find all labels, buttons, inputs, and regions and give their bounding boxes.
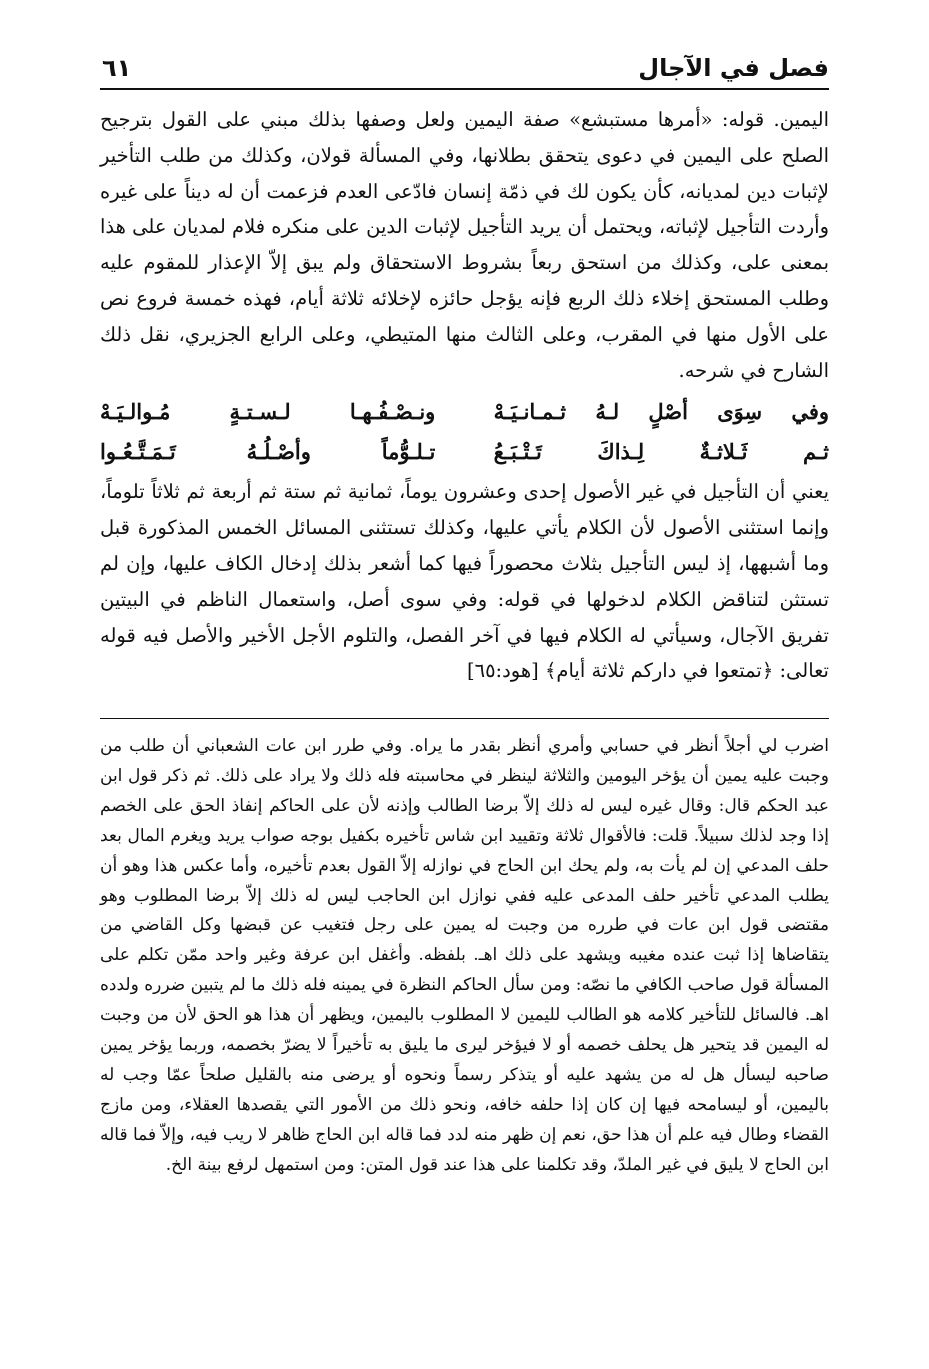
paragraph-1: اليمين. قوله: «أمرها مستبشع» صفة اليمين ولعل وصفها بذلك مبني على القول بترجيح الصلح على اليمين في دعوى يتحقق بطلانها، وفي المسألة قولان، وكذلك من طلب التأخير لإثبات دين لمديانه، كأن يكون لك في ذمّة إنسان فادّعى العدم فزعمت أن له ديناً على غيره وأردت التأجيل لإثباته، ويحتمل أن يريد التأجيل لإثبات الدين على منكره فلام لمديان على هذا بمعنى على، وكذلك من استحق ربعاً بشروط الاستحقاق ولم يبق إلاّ الإعذار للمقوم عليه وطلب المستحق إخلاء ذلك الربع فإنه يؤجل حائزه لإخلائه ثلاثة أيام، فهذه خمسة فروع نص على الأول منها في المقرب، وعلى الثالث منها المتيطي، وعلى الرابع الجزيري، نقل ذلك الشارح في شرحه. <box>100 108 829 382</box>
paragraph-2: يعني أن التأجيل في غير الأصول إحدى وعشرون يوماً، ثمانية ثم ستة ثم أربعة ثم ثلاثاً تلوماً، وإنما استثنى الأصول لأن الكلام يأتي عليها، وكذلك تستثنى المسائل الخمس المذكورة قبل وما أشبهها، إذ ليس التأجيل بثلاث محصوراً فيها كما أشعر بذلك إدخال الكاف عليها، وإن لم تستثن لتناقض الكلام لدخولها في قوله: وفي سوى أصل، واستعمال الناظم في البيتين تفريق الآجال، وسيأتي له الكلام فيها في آخر الفصل، والتلوم الأجل الأخير والأصل فيه قوله تعالى: ﴿تمتعوا في داركم ثلاثة أيام﴾ [هود:٦٥] <box>100 480 829 683</box>
verse-block <box>100 392 829 472</box>
page-number: ٦١ <box>102 54 132 82</box>
commentary-text <box>100 474 829 689</box>
main-text <box>100 102 829 388</box>
verse-line-2 <box>100 432 829 472</box>
verse-line-2-first-hemistich: ثـم ثَـلاثـةٌ لِـذاكَ تَـتْـبَـعُ <box>493 439 829 465</box>
verse-line-2-second-hemistich: تـلـوُّماً وأصْـلُـهُ تَـمَـتَّـعُـوا <box>100 439 436 465</box>
footnote-section <box>100 732 829 1181</box>
verse-line-1 <box>100 392 829 432</box>
running-header <box>100 52 829 90</box>
page-body <box>100 52 829 689</box>
verse-line-1-first-hemistich: وفي سِوَى أصْلٍ لـهُ ثـمـانـيَـهْ <box>493 399 829 425</box>
chapter-title: فصل في الآجال <box>638 54 829 82</box>
footnote-divider <box>100 718 829 719</box>
verse-line-1-second-hemistich: ونـصْـفُـهـا لـسـتـةٍ مُـوالـيَـهْ <box>100 399 436 425</box>
footnote-text: اضرب لي أجلاً أنظر في حسابي وأمري أنظر بقدر ما يراه. وفي طرر ابن عات الشعباني أن طلب من وجبت عليه يمين أن يؤخر اليومين والثلاثة لينظر في محاسبته فله ذلك ولا يراد على ذلك. ثم ذكر قول ابن عبد الحكم قال: وقال غيره ليس له ذلك إلاّ برضا الطالب وإذنه لأن على الحاكم إنفاذ الحق على الخصم إذا وجد لذلك سبيلاً. قلت: فالأقوال ثلاثة وتقييد ابن شاس تأخيره بكفيل بوجه صواب يريد ويغرم المال بعد حلف المدعي إن لم يأت به، ولم يحك ابن الحاج في نوازله إلاّ القول بعدم تأخيره، وأما عكس هذا وهو أن يطلب المدعي تأخير حلف المدعى عليه ففي نوازل ابن الحاجب ليس له ذلك إلاّ برضا المطلوب وهو مقتضى قول ابن عات في طرره من وجبت له يمين على رجل فتغيب عن قبضها وكل القاضي من يتقاضاها إذا ثبت عنده مغيبه ويشهد على ذلك اهـ. بلفظه. وأغفل ابن عرفة وغير واحد ممّن تكلم على المسألة قول صاحب الكافي ما نصّه: ومن سأل الحاكم النظرة في يمينه فله ذلك ما لم يتبين ضرره ولدده اهـ. فالسائل للتأخير كلامه هو الطالب لليمين لا المطلوب باليمين، ويظهر أن هذا هو الحق لأن من وجبت له اليمين قد يتحير هل يحلف خصمه أو لا فيؤخر ليرى ما يليق به تأخيراً لا يضرّ بخصمه، وربما يؤخر يمين صاحبه ليسأل هل له من يشهد عليه أو يتذكر رسماً ونحوه أو يرضى منه بالقليل صلحاً عمّا وجب له باليمين، أو ليسامحه فيها إن كان إذا حلفه خافه، ونحو ذلك من الأمور التي يقصدها العقلاء، ومن مازج القضاء وطال فيه علم أن هذا حق، نعم إن ظهر منه لدد فما قاله ابن الحاج ظاهر لا ريب فيه، وإلاّ فما قاله ابن الحاج لا يليق في غير الملدّ، وقد تكلمنا على هذا عند قول المتن: ومن استمهل لرفع بينة الخ. <box>99 736 829 1175</box>
